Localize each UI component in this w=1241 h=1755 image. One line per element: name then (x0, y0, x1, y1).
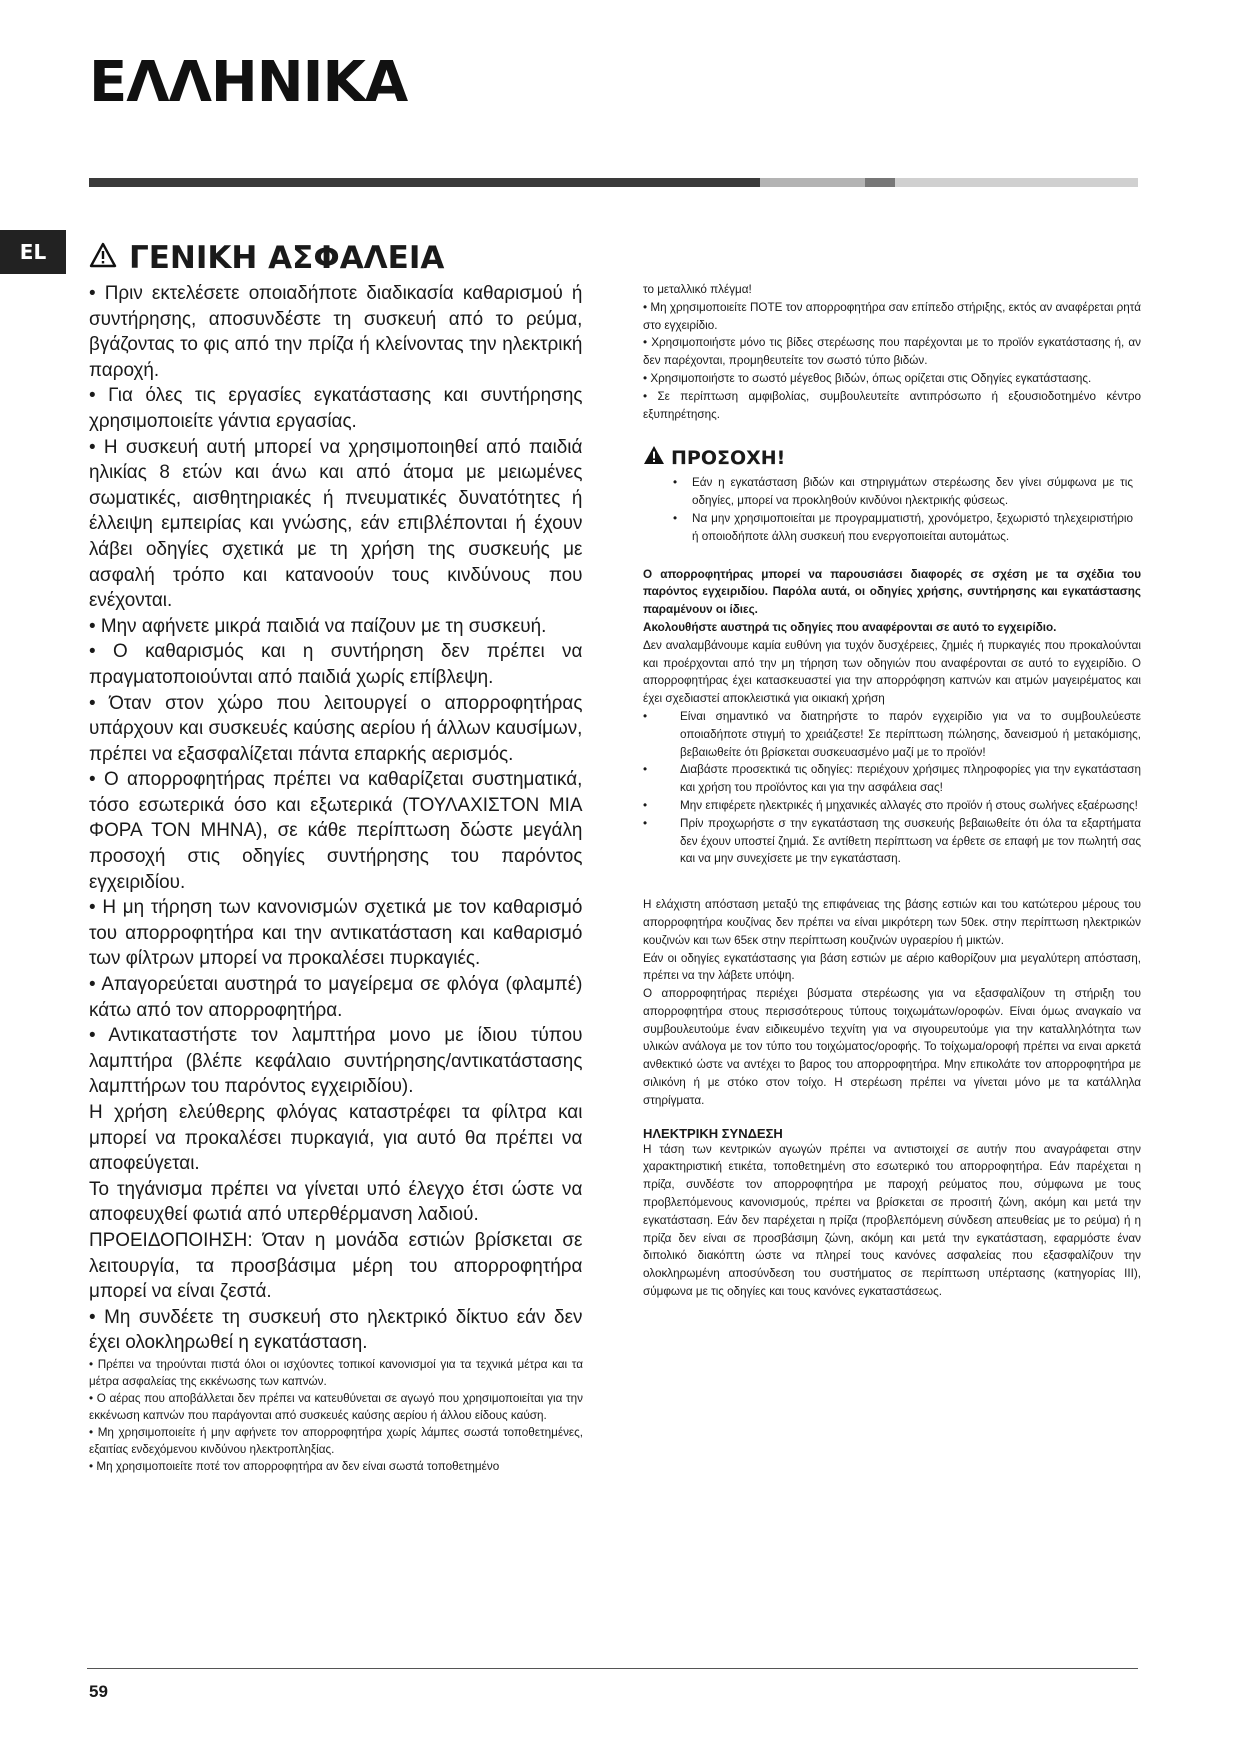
section-title-text: ΓΕΝΙΚΗ ΑΣΦΑΛΕΙΑ (129, 240, 445, 276)
left-paragraph: • Μη συνδέετε τη συσκευή στο ηλεκτρικό δίκτυο εάν δεν έχει ολοκληρωθεί η εγκατάσταση. (89, 1305, 583, 1354)
right-paragraph: • Μη χρησιμοποιείτε ΠΟΤΕ τον απορροφητήρα σαν επίπεδο στήριξης, εκτός αν αναφέρεται ρητά στο εγχειρίδιο. (643, 300, 1141, 332)
left-paragraph: • Για όλες τις εργασίες εγκατάστασης και συντήρησης χρησιμοποιείτε γάντια εργασίας. (89, 384, 583, 432)
caution-list (643, 474, 1141, 545)
left-paragraph: • Η συσκευή αυτή μπορεί να χρησιμοποιηθεί από παιδιά ηλικίας 8 ετών και άνω και από άτομα με μειωμένες σωματικές, αισθητηριακές ή πνευματικές δυνατότητες ή έλλειψη εμπειρίας και γνώσης, εάν επιβλέπονται ή έχουν λάβει οδηγίες σχετικά με τη χρήση της συσκευής με ασφαλή τρόπο και κατανοούν τους κινδύνους που ενέχονται. (89, 435, 583, 612)
list-item: • Πρίν προχωρήστε σ την εγκατάσταση της συσκευής βεβαιωθείτε ότι όλα τα εξαρτήματα δεν έχουν υποστεί ζημιά. Σε αντίθετη περίπτωση να έρθετε σε επαφή με τον πωλητή σας και να μην συνεχίσετε με την εγκατάσταση. (643, 815, 1141, 868)
left-column (89, 281, 583, 1475)
section-title (89, 240, 444, 276)
language-tab (0, 230, 66, 274)
left-paragraph: Η χρήση ελεύθερης φλόγας καταστρέφει τα φίλτρα και μπορεί να προκαλέσει πυρκαγιά, για αυτό θα πρέπει να αποφεύγεται. (89, 1101, 583, 1175)
left-paragraph: • Ο απορροφητήρας πρέπει να καθαρίζεται συστηματικά, τόσο εσωτερικά όσο και εξωτερικά (ΤΟΥΛΑΧΙΣΤΟΝ ΜΙΑ ΦΟΡΑ ΤΟΝ ΜΗΝΑ), σε κάθε περίπτωση δώστε μεγάλη προσοχή στις οδηγίες συντήρησης του παρόντος εγχειριδίου. (89, 768, 583, 893)
list-item: • Είναι σημαντικό να διατηρήστε το παρόν εγχειρίδιο για να το συμβουλεύεστε οποιαδήποτε στιγμή το χρειάζεστε! Σε περίπτωση πώλησης, δανεισμού ή μετακόμισης, βεβαιωθείτε ότι βρίσκεται συσκευασμένο μαζί με το προϊόν! (643, 708, 1141, 761)
language-tab-label: EL (19, 240, 47, 264)
warning-triangle-icon (643, 445, 665, 470)
electrical-heading: ΗΛΕΚΤΡΙΚΗ ΣΥΝΔΕΣΗ (643, 1125, 783, 1141)
right-paragraph: • Χρησιμοποιήστε το σωστό μέγεθος βιδών, όπως ορίζεται στις Οδηγίες εγκατάστασης. (643, 371, 1092, 385)
header-rule-light (760, 178, 865, 187)
footer-rule (87, 1668, 1138, 1669)
left-paragraph: • Μην αφήνετε μικρά παιδιά να παίζουν με τη συσκευή. (89, 614, 547, 637)
page-title: ΕΛΛΗΝΙΚΑ (89, 50, 408, 115)
list-item: • Εάν η εγκατάσταση βιδών και στηριγμάτων στερέωσης δεν γίνει σύμφωνα με τις οδηγίες, μπορεί να προκληθούν κινδύνοι ηλεκτρικής φύσεως. (643, 474, 1141, 510)
right-paragraph: • Σε περίπτωση αμφιβολίας, συμβουλευτείτε αντιπρόσωπο ή εξουσιοδοτημένο κέντρο εξυπηρέτησης. (643, 389, 1141, 421)
list-item: • Να μην χρησιμοποιείται με προγραμματιστή, χρονόμετρο, ξεχωριστό τηλεχειριστήριο ή οποιοδήποτε άλλη συσκευή που ενεργοποιείται αυτομάτως. (643, 510, 1141, 546)
left-paragraph: • Η μη τήρηση των κανονισμών σχετικά με τον καθαρισμό του απορροφητήρα και την αντικατάσταση και καθαρισμό των φίλτρων μπορεί να προκαλέσει πυρκαγιές. (89, 896, 583, 970)
left-paragraph: • Απαγορεύεται αυστηρά το μαγείρεμα σε φλόγα (φλαμπέ) κάτω από τον απορροφητήρα. (89, 973, 583, 1021)
list-item: • Διαβάστε προσεκτικά τις οδηγίες: περιέχουν χρήσιμες πληροφορίες για την εγκατάσταση και χρήση του προϊόντος και για την ασφάλεια σας! (643, 761, 1141, 797)
caution-title: ΠΡΟΣΟΧΗ! (671, 446, 786, 469)
right-paragraph: Δεν αναλαμβάνουμε καμία ευθύνη για τυχόν δυσχέρειες, ζημιές ή πυρκαγιές που προκαλούνται και προέρχονται από την μη τήρηση των οδηγιών που αναφέρονται σε αυτό το εγχειρίδιο. Ο απορροφητήρας έχει κατασκευαστεί για την απορρόφηση καπνών και ατμών μαγειρέματος και έχει σχεδιαστεί αποκλειστικά για οικιακή χρήση (643, 638, 1141, 706)
header-rule-pale (895, 178, 1138, 187)
left-paragraph: • Ο καθαρισμός και η συντήρηση δεν πρέπει να πραγματοποιούνται από παιδιά χωρίς επίβλεψη. (89, 640, 583, 688)
left-small-paragraph: • Ο αέρας που αποβάλλεται δεν πρέπει να κατευθύνεται σε αγωγό που χρησιμοποιείται για την εκκένωση καπνών που παράγονται από συσκευές καύσης αερίου ή άλλου είδους καύση. (89, 1391, 583, 1422)
left-small-paragraph: • Μη χρησιμοποιείτε ή μην αφήνετε τον απορροφητήρα χωρίς λάμπες σωστά τοποθετημένες, εξαιτίας ενδεχόμενου κινδύνου ηλεκτροπληξίας. (89, 1425, 583, 1456)
page-number: 59 (89, 1682, 108, 1701)
right-paragraph: Εάν οι οδηγίες εγκατάστασης για βάση εστιών με αέριο καθορίζουν μια μεγαλύτερη απόσταση, πρέπει να την λάβετε υπόψη. (643, 951, 1141, 983)
left-paragraph: • Αντικαταστήστε τον λαμπτήρα μονο με ίδιου τύπου λαμπτήρα (βλέπε κεφάλαιο συντήρησης/αντικατάστασης λαμπτήρων του παρόντος εγχειριδίου). (89, 1024, 583, 1098)
left-paragraph: Το τηγάνισμα πρέπει να γίνεται υπό έλεγχο έτσι ώστε να αποφευχθεί φωτιά από υπερθέρμανση λαδιού. (89, 1177, 583, 1226)
right-paragraph: Η ελάχιστη απόσταση μεταξύ της επιφάνειας της βάσης εστιών και του κατώτερου μέρους του απορροφητήρα κουζίνας δεν πρέπει να είναι μικρότερη των 50εκ. στην περίπτωση ηλεκτρικών κουζινών και των 65εκ στην περίπτωση κουζινών υγραερίου ή μικτών. (643, 898, 1141, 947)
left-paragraph: ΠΡΟΕΙΔΟΠΟΙΗΣΗ: Όταν η μονάδα εστιών βρίσκεται σε λειτουργία, τα προσβάσιμα μέρη του απορροφητήρα μπορεί να είναι ζεστά. (89, 1228, 583, 1303)
left-small-paragraph: • Πρέπει να τηρούνται πιστά όλοι οι ισχύοντες τοπικοί κανονισμοί για τα τεχνικά μέτρα και τα μέτρα ασφαλείας της εκκένωσης των καπνών. (89, 1357, 583, 1388)
left-paragraph: • Όταν στον χώρο που λειτουργεί ο απορροφητήρας υπάρχουν και συσκευές καύσης αερίου ή άλλων καυσίμων, πρέπει να εξασφαλίζεται πάντα επαρκής αερισμός. (89, 691, 583, 765)
list-item: • Μην επιφέρετε ηλεκτρικές ή μηχανικές αλλαγές στο προϊόν ή στους σωλήνες εξαέρωσης! (643, 797, 1141, 815)
right-paragraph: Ο απορροφητήρας περιέχει βύσματα στερέωσης για να εξασφαλίζουν τη στήριξη του απορροφητήρα στους περισσότερους τύπους τοιχωμάτων/οροφών. Είναι όμως αναγκαίο να συμβουλευτούμε έναν ειδικευμένο τεχνίτη για να σιγουρευτούμε για την καταλληλότητα των υλικών ανάλογα με τον τύπο του τοιχώματος/οροφής. Το τοίχωμα/οροφή πρέπει να ειναι αρκετά ανθεκτικό ώστε να αντέχει το βαρος του απορροφητήρα. Μην επικολάτε τον απορροφητήρα με σιλικόνη ή με στόκο στον τοίχο. Η στερέωση πρέπει να γίνεται μόνο με τα κατάλληλα στηρίγματα. (643, 987, 1141, 1107)
right-paragraph: Η τάση των κεντρικών αγωγών πρέπει να αντιστοιχεί σε αυτήν που αναγράφεται στην χαρακτηριστική ετικέτα, τοποθετημένη στο εσωτερικό του απορροφητήρα. Εάν παρέχεται η πρίζα, συνδέστε τον απορροφητήρα με παροχή ρεύματος που, σύμφωνα με τους προβλεπόμενους κανονισμούς, πρέπει να βρίσκεται σε προσιτή ζώνη, ακόμη και μετά την εγκατάσταση. Εάν δεν παρέχεται η πρίζα (προβλεπόμενη σύνδεση απευθείας με το ρεύμα) ή η πρίζα δεν είναι σε προσβάσιμη ζώνη, ακόμη και μετά την εγκατάσταση, εφαρμόστε έναν διπολικό διακόπτη ώστε να πληρεί τους κανόνες ασφαλείας που εξασφαλίζουν την ολοκληρωμένη αποσύνδεση του συστήματος σε περίπτωση υπέρτασης (κατηγορίας III), σύμφωνα με τις οδηγίες και τους κανόνες εγκαταστάσεως. (643, 1142, 1141, 1299)
right-column (643, 281, 1141, 1301)
bold-instruction: Ακολουθήστε αυστηρά τις οδηγίες που αναφέρονται σε αυτό το εγχειρίδιο. (643, 620, 1057, 634)
left-small-paragraph: • Μη χρησιμοποιείτε ποτέ τον απορροφητήρα αν δεν είναι σωστά τοποθετημένο (89, 1459, 500, 1473)
left-paragraph: • Πριν εκτελέσετε οποιαδήποτε διαδικασία καθαρισμού ή συντήρησης, αποσυνδέστε τη συσκευή από το ρεύμα, βγάζοντας το φις από την πρίζα ή κλείνοντας την ηλεκτρική παροχή. (89, 282, 583, 381)
header-rule-mid (865, 178, 895, 187)
warning-triangle-icon (89, 240, 117, 276)
caution-heading (643, 445, 1141, 470)
header-rule-dark (89, 178, 760, 187)
right-paragraph: το μεταλλικό πλέγμα! (643, 283, 752, 296)
right-paragraph: • Χρησιμοποιήστε μόνο τις βίδες στερέωσης που παρέχονται με το προϊόν εγκατάστασης ή, αν δεν παρέχονται, προμηθευτείτε τον σωστό τύπο βιδών. (643, 336, 1141, 368)
bold-notice: Ο απορροφητήρας μπορεί να παρουσιάσει διαφορές σε σχέση με τα σχέδια του παρόντος εγχειριδίου. Παρόλα αυτά, οι οδηγίες χρήσης, συντήρησης και εγκατάστασης παραμένουν οι ίδιες. (643, 567, 1141, 617)
notes-list (643, 708, 1141, 868)
